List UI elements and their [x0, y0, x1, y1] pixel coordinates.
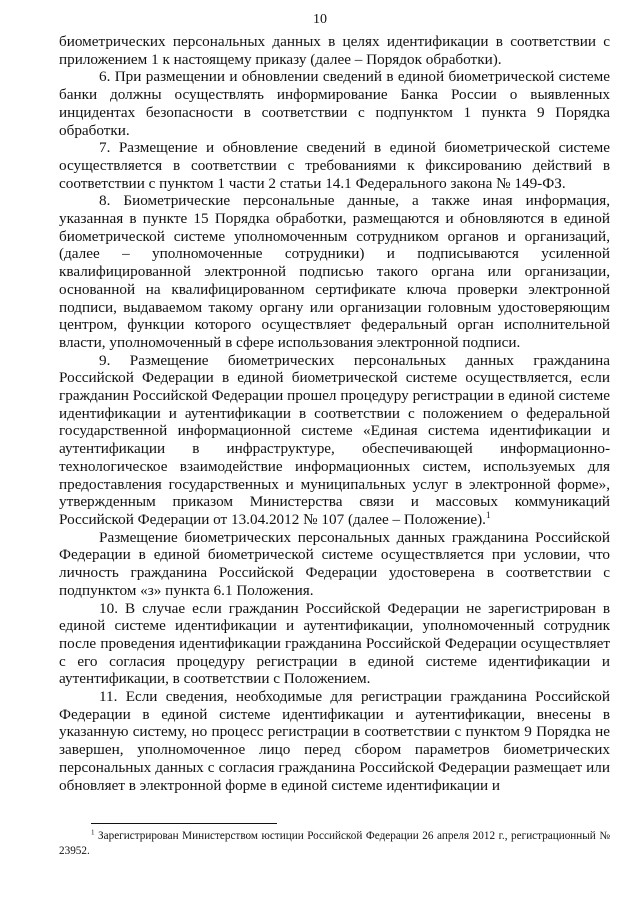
footnote-separator	[91, 823, 277, 824]
footnote-text: Зарегистрирован Министерством юстиции Российской Федерации 26 апреля 2012 г., регистрационный № 23952.	[59, 830, 610, 857]
paragraph-7: 7. Размещение и обновление сведений в единой биометрической системе осуществляется в соответствии с требованиями к фиксированию действий в соответствии с пунктом 1 части 2 статьи 14.1 Федерального закона № 149-ФЗ.	[59, 139, 610, 192]
paragraph-11: 11. Если сведения, необходимые для регистрации гражданина Российской Федерации в единой системе идентификации и аутентификации, внесены в указанную систему, но процесс регистрации в соответствии с пунктом 9 Порядка не завершен, уполномоченное лицо перед сбором параметров биометрических персональных данных с согласия гражданина Российской Федерации размещает или обновляет в электронной форме в единой системе идентификации и	[59, 688, 610, 794]
paragraph-9-second: Размещение биометрических персональных данных гражданина Российской Федерации в единой биометрической системе осуществляется при условии, что личность гражданина Российской Федерации удостоверена в соответствии с подпунктом «з» пункта 6.1 Положения.	[59, 528, 610, 599]
paragraph-6: 6. При размещении и обновлении сведений в единой биометрической системе банки должны осуществлять информирование Банка России о выявленных инцидентах безопасности в соответствии с подпунктом 1 пункта 9 Порядка обработки.	[59, 68, 610, 139]
paragraph-10: 10. В случае если гражданин Российской Федерации не зарегистрирован в единой системе идентификации и аутентификации, уполномоченный сотрудник после проведения идентификации гражданина Российской Федерации осуществляет с его согласия процедуру регистрации в единой системе идентификации и аутентификации, в соответствии с Положением.	[59, 599, 610, 688]
paragraph-9	[59, 352, 610, 529]
page-number: 10	[313, 12, 327, 27]
paragraph-9-text: 9. Размещение биометрических персональных данных гражданина Российской Федерации в единой биометрической системе осуществляется, если гражданин Российской Федерации прошел процедуру регистрации в единой системе идентификации и аутентификации в соответствии с положением о федеральной государственной информационной системе «Единая система идентификации и аутентификации в инфраструктуре, обеспечивающей информационно-технологическое взаимодействие информационных систем, используемых для предоставления государственных и муниципальных услуг в электронной форме», утвержденным приказом Министерства связи и массовых коммуникаций Российской Федерации от 13.04.2012 № 107 (далее – Положение).	[59, 351, 610, 528]
paragraph-8: 8. Биометрические персональные данные, а также иная информация, указанная в пункте 15 Порядка обработки, размещаются и обновляются в единой биометрической системе уполномоченным сотрудником органов и организаций, (далее – уполномоченные сотрудники) и подписываются усиленной квалифицированной электронной подписью такого органа или организации, основанной на квалифицированном сертификате ключа проверки электронной подписи, выдаваемом такому органу или организации головным удостоверяющим центром, функции которого осуществляет федеральный орган исполнительной власти, уполномоченный в сфере использования электронной подписи.	[59, 192, 610, 351]
footnote-reference[interactable]: 1	[485, 509, 491, 520]
paragraph-continuation: биометрических персональных данных в целях идентификации в соответствии с приложением 1 к настоящему приказу (далее – Порядок обработки).	[59, 33, 610, 68]
footnote	[59, 829, 610, 859]
footnote-marker: 1	[91, 828, 95, 837]
document-body	[59, 33, 610, 794]
